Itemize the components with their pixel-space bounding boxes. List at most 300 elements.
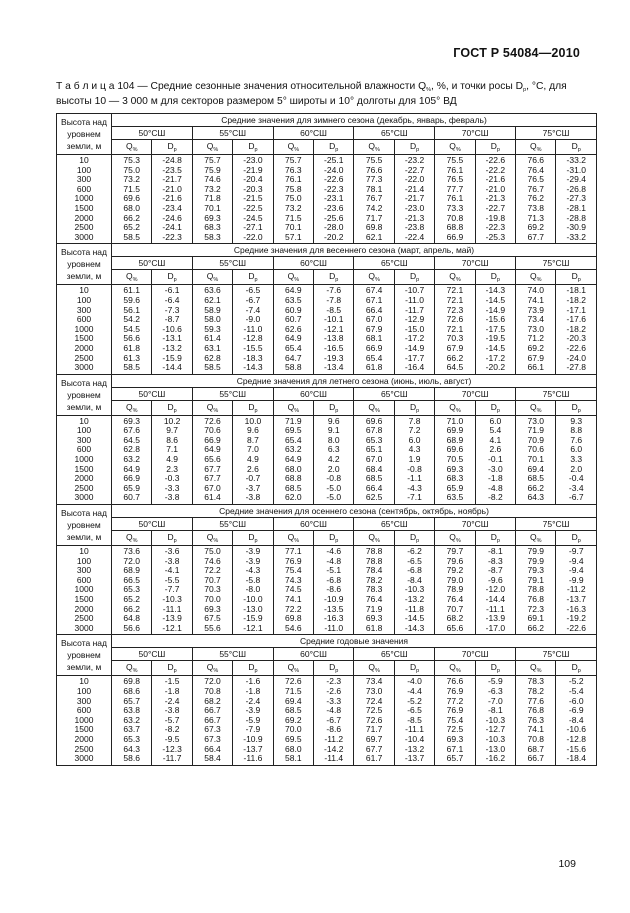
- table-cell: -22.7: [485, 202, 506, 213]
- table-cell: 64.8: [123, 613, 140, 624]
- humidity-column: [192, 155, 232, 244]
- dewpoint-column: [152, 546, 192, 635]
- dewpoint-column: [394, 285, 434, 374]
- height-value: 2500: [74, 482, 94, 493]
- table-cell: 66.4: [365, 482, 383, 493]
- latitude-header: 65°СШ: [354, 518, 435, 531]
- table-cell: -17.7: [404, 352, 425, 363]
- table-cell: -14.3: [404, 622, 425, 633]
- dewpoint-header: $D_р$: [233, 140, 273, 155]
- dewpoint-header: $D_р$: [314, 531, 354, 546]
- table-cell: 73.2: [123, 174, 140, 185]
- table-cell: 68.5: [285, 705, 302, 716]
- table-cell: 76.5: [527, 174, 545, 185]
- height-value: 2000: [74, 473, 94, 484]
- table-cell: 79.1: [527, 574, 545, 585]
- humidity-header: $Q_{\%}$: [273, 661, 313, 676]
- height-value: 10: [79, 415, 89, 426]
- table-cell: 76.9: [446, 705, 464, 716]
- humidity-header: $Q_{\%}$: [354, 531, 394, 546]
- table-cell: -4.3: [407, 482, 422, 493]
- table-cell: 64.3: [123, 743, 140, 754]
- table-cell: 68.3: [446, 473, 464, 484]
- dewpoint-header: $D_р$: [152, 400, 192, 415]
- height-value: 100: [76, 425, 92, 436]
- table-cell: -13.2: [162, 342, 182, 353]
- table-cell: 76.2: [527, 193, 545, 204]
- table-cell: 63.6: [204, 285, 221, 296]
- table-cell: 65.2: [123, 222, 140, 233]
- table-cell: 65.2: [123, 594, 140, 604]
- height-value: 1000: [74, 323, 94, 334]
- page-number: 109: [558, 858, 576, 870]
- humidity-header: $Q_{\%}$: [112, 400, 152, 415]
- table-cell: 66.7: [204, 705, 221, 716]
- table-cell: 71.0: [446, 415, 464, 426]
- dewpoint-column: [394, 155, 434, 244]
- table-cell: -14.9: [404, 342, 425, 353]
- dewpoint-column: [475, 155, 515, 244]
- table-cell: -22.0: [243, 231, 263, 242]
- table-cell: -11.0: [405, 294, 424, 305]
- latitude-header: 50°СШ: [112, 648, 193, 661]
- table-cell: -13.9: [162, 613, 182, 624]
- table-cell: 77.6: [527, 695, 545, 706]
- height-value: 3000: [74, 753, 94, 764]
- table-cell: 7.8: [408, 415, 421, 426]
- table-cell: 78.3: [527, 676, 545, 687]
- dewpoint-column: [233, 415, 273, 504]
- document-header: ГОСТ Р 54084—2010: [453, 46, 580, 60]
- table-cell: -13.8: [324, 333, 344, 344]
- height-value: 2500: [74, 743, 94, 754]
- table-cell: 71.5: [285, 212, 302, 223]
- latitude-header: 55°СШ: [192, 257, 273, 270]
- table-cell: 74.6: [204, 174, 221, 185]
- table-cell: 62.1: [365, 231, 383, 242]
- humidity-column: [112, 285, 152, 374]
- dewpoint-column: [475, 285, 515, 374]
- table-cell: -18.4: [566, 753, 586, 764]
- table-cell: -10.3: [485, 714, 506, 725]
- dewpoint-column: [152, 676, 192, 765]
- table-cell: -22.7: [404, 164, 425, 175]
- height-value: 1000: [74, 454, 94, 465]
- dewpoint-header: $D_р$: [152, 531, 192, 546]
- data-row: [57, 415, 597, 504]
- data-row: [57, 546, 597, 635]
- table-cell: -9.4: [568, 555, 584, 566]
- table-cell: 64.9: [123, 463, 140, 474]
- table-cell: 59.6: [123, 294, 140, 305]
- table-cell: 73.0: [527, 415, 545, 426]
- table-cell: -15.9: [162, 352, 182, 363]
- table-cell: -14.3: [485, 285, 506, 296]
- table-cell: 70.6: [527, 444, 545, 455]
- table-cell: 70.8: [527, 733, 545, 744]
- table-cell: -24.6: [162, 212, 182, 223]
- table-cell: 7.0: [247, 444, 259, 455]
- table-cell: -13.4: [324, 362, 344, 373]
- dewpoint-header: $D_р$: [314, 400, 354, 415]
- table-cell: 67.0: [204, 482, 221, 493]
- table-cell: 6.0: [570, 444, 583, 455]
- table-cell: -6.7: [326, 714, 342, 725]
- table-cell: -7.7: [164, 584, 180, 595]
- table-cell: 4.9: [166, 454, 179, 465]
- dewpoint-header: $D_р$: [556, 270, 597, 285]
- humidity-header: $Q_{\%}$: [112, 270, 152, 285]
- table-cell: 64.7: [285, 352, 302, 363]
- table-cell: 69.8: [123, 676, 140, 687]
- table-cell: 67.9: [365, 323, 383, 334]
- latitude-header: 70°СШ: [435, 518, 516, 531]
- height-value: 300: [76, 434, 92, 445]
- table-cell: 75.0: [204, 546, 221, 557]
- table-cell: 76.4: [446, 594, 464, 604]
- humidity-column: [516, 676, 556, 765]
- latitude-header: 50°СШ: [112, 518, 193, 531]
- table-cell: 66.2: [527, 622, 545, 633]
- height-values: [57, 676, 112, 765]
- table-cell: -33.2: [566, 231, 586, 242]
- table-cell: 65.9: [446, 482, 464, 493]
- table-cell: 71.7: [365, 212, 383, 223]
- dewpoint-column: [152, 415, 192, 504]
- table-cell: -25.3: [485, 231, 506, 242]
- table-cell: -18.2: [566, 294, 586, 305]
- table-cell: -23.5: [162, 164, 182, 175]
- table-cell: 68.2: [446, 613, 464, 624]
- table-cell: 2.6: [489, 444, 502, 455]
- table-cell: -11.8: [405, 603, 424, 614]
- table-cell: 72.3: [446, 304, 464, 315]
- table-cell: -19.2: [566, 613, 586, 624]
- table-cell: 72.2: [204, 565, 221, 576]
- table-cell: 68.7: [527, 743, 545, 754]
- table-cell: 72.6: [204, 415, 221, 426]
- table-cell: 77.7: [446, 183, 464, 194]
- latitude-header: 60°СШ: [273, 127, 354, 140]
- table-cell: 61.4: [204, 492, 221, 503]
- table-cell: -21.6: [485, 174, 506, 185]
- table-cell: 68.2: [204, 695, 221, 706]
- table-cell: -27.3: [566, 193, 586, 204]
- table-cell: -6.7: [568, 492, 584, 503]
- humidity-header: $Q_{\%}$: [435, 531, 475, 546]
- table-cell: 62.6: [285, 323, 302, 334]
- latitude-row: [57, 127, 597, 140]
- table-cell: -5.8: [245, 574, 261, 585]
- latitude-header: 70°СШ: [435, 257, 516, 270]
- table-cell: 67.5: [204, 613, 221, 624]
- height-value: 300: [76, 174, 92, 185]
- height-value: 600: [76, 444, 92, 455]
- table-cell: -12.1: [162, 622, 182, 633]
- table-cell: -21.9: [243, 164, 263, 175]
- table-cell: -11.1: [162, 603, 182, 614]
- latitude-header: 65°СШ: [354, 127, 435, 140]
- dewpoint-header: $D_р$: [233, 270, 273, 285]
- data-row: [57, 285, 597, 374]
- height-value: 1000: [74, 193, 94, 204]
- table-cell: -7.1: [407, 492, 422, 503]
- humidity-column: [112, 546, 152, 635]
- table-cell: 76.9: [446, 685, 464, 696]
- table-cell: 71.2: [527, 333, 545, 344]
- table-cell: 76.1: [446, 193, 464, 204]
- dewpoint-column: [556, 415, 597, 504]
- table-cell: 7.2: [408, 425, 421, 436]
- table-cell: 71.9: [365, 603, 383, 614]
- table-cell: 67.6: [123, 425, 140, 436]
- table-cell: 62.5: [365, 492, 383, 503]
- table-cell: -22.6: [324, 174, 344, 185]
- table-cell: 79.6: [446, 555, 464, 566]
- table-cell: 72.4: [365, 695, 383, 706]
- humidity-header: $Q_{\%}$: [354, 400, 394, 415]
- table-cell: -30.9: [566, 222, 586, 233]
- table-cell: 72.0: [123, 555, 140, 566]
- table-cell: 71.8: [204, 193, 221, 204]
- table-cell: 70.7: [204, 574, 221, 585]
- table-cell: -21.0: [162, 183, 182, 194]
- table-cell: -8.2: [164, 724, 180, 735]
- dewpoint-column: [556, 155, 597, 244]
- table-cell: 70.8: [204, 685, 221, 696]
- dewpoint-column: [556, 546, 597, 635]
- humidity-column: [192, 546, 232, 635]
- variable-row: [57, 531, 597, 546]
- table-cell: -5.0: [326, 492, 342, 503]
- table-cell: 66.2: [446, 352, 464, 363]
- table-caption: Т а б л и ц а 104 — Средние сезонные значения относительной влажности $Q_{\%}$, %, и точки росы $D_р$, °С, для высоты 10 — 3 000 м для секторов размером 5° широты и 10° долготы для 105° ВД: [56, 81, 567, 108]
- table-cell: 68.4: [365, 463, 383, 474]
- section-title: Средние значения для летнего сезона (июнь, июль, август): [112, 374, 597, 387]
- table-cell: -8.1: [488, 546, 503, 557]
- table-cell: 61.4: [204, 333, 221, 344]
- table-cell: 58.0: [204, 314, 221, 325]
- table-cell: 69.8: [285, 613, 302, 624]
- table-cell: -19.8: [485, 212, 506, 223]
- table-cell: 69.8: [365, 222, 383, 233]
- latitude-header: 65°СШ: [354, 648, 435, 661]
- table-cell: -11.7: [162, 753, 182, 764]
- table-cell: -11.0: [243, 323, 263, 334]
- humidity-column: [354, 676, 394, 765]
- table-cell: -13.2: [404, 743, 425, 754]
- table-cell: 54.6: [285, 622, 302, 633]
- dewpoint-header: $D_р$: [394, 400, 434, 415]
- table-cell: 73.4: [527, 314, 545, 325]
- table-cell: 69.3: [204, 212, 221, 223]
- table-cell: -14.3: [243, 362, 263, 373]
- table-cell: 70.1: [285, 222, 302, 233]
- table-cell: 77.1: [285, 546, 302, 557]
- dewpoint-column: [394, 676, 434, 765]
- table-cell: 64.9: [285, 333, 302, 344]
- table-cell: 60.7: [285, 314, 302, 325]
- height-value: 1500: [74, 594, 94, 604]
- table-cell: 73.8: [527, 202, 545, 213]
- table-cell: -21.3: [485, 193, 506, 204]
- table-cell: -19.5: [485, 333, 506, 344]
- table-cell: 63.5: [285, 294, 302, 305]
- table-cell: -11.2: [324, 733, 344, 744]
- table-cell: 72.3: [527, 603, 545, 614]
- height-value: 1500: [74, 463, 94, 474]
- table-cell: -16.2: [485, 753, 506, 764]
- table-cell: -3.8: [164, 555, 180, 566]
- table-cell: -6.2: [407, 546, 422, 557]
- table-cell: -17.0: [485, 622, 506, 633]
- table-cell: 69.6: [123, 193, 140, 204]
- table-cell: -9.9: [568, 574, 584, 585]
- table-cell: 69.6: [446, 444, 464, 455]
- table-cell: 66.2: [123, 212, 140, 223]
- table-cell: -5.7: [164, 714, 180, 725]
- table-cell: -6.5: [245, 285, 261, 296]
- height-value: 100: [76, 555, 92, 566]
- latitude-header: 50°СШ: [112, 387, 193, 400]
- latitude-header: 75°СШ: [516, 387, 597, 400]
- table-cell: -10.6: [566, 724, 586, 735]
- table-cell: -12.3: [162, 743, 182, 754]
- table-cell: 65.4: [285, 434, 302, 445]
- table-cell: 75.0: [123, 164, 140, 175]
- table-cell: 73.2: [285, 202, 302, 213]
- table-cell: -33.2: [566, 155, 586, 165]
- table-cell: -28.8: [566, 212, 586, 223]
- table-cell: -22.6: [566, 622, 586, 633]
- table-cell: -7.3: [164, 304, 180, 315]
- table-cell: 70.9: [527, 434, 545, 445]
- table-cell: -10.3: [404, 584, 425, 595]
- dewpoint-column: [394, 415, 434, 504]
- table-cell: 8.0: [327, 434, 340, 445]
- table-cell: -12.9: [404, 314, 425, 325]
- table-cell: 74.1: [527, 294, 545, 305]
- height-values: [57, 546, 112, 635]
- table-cell: -5.9: [245, 714, 261, 725]
- table-cell: -1.8: [164, 685, 180, 696]
- variable-row: [57, 400, 597, 415]
- table-cell: -31.0: [566, 164, 586, 175]
- table-cell: -16.5: [324, 342, 344, 353]
- table-cell: -21.5: [243, 193, 263, 204]
- table-cell: -2.6: [326, 685, 342, 696]
- humidity-column: [273, 285, 313, 374]
- table-cell: 72.0: [204, 676, 221, 687]
- table-cell: 75.5: [365, 155, 383, 165]
- table-cell: 4.3: [408, 444, 421, 455]
- table-cell: -22.4: [404, 231, 425, 242]
- table-cell: -1.6: [245, 676, 261, 687]
- table-cell: -10.0: [243, 594, 263, 604]
- table-cell: -6.5: [407, 555, 422, 566]
- table-cell: 70.0: [285, 724, 302, 735]
- table-cell: 63.5: [446, 492, 464, 503]
- table-cell: 71.9: [527, 425, 545, 436]
- table-cell: -17.5: [485, 323, 506, 334]
- humidity-column: [516, 285, 556, 374]
- table-cell: 9.3: [570, 415, 583, 426]
- table-cell: 58.8: [285, 362, 302, 373]
- table-cell: -15.6: [485, 314, 506, 325]
- table-cell: -4.8: [326, 555, 342, 566]
- table-cell: -4.8: [488, 482, 503, 493]
- table-cell: -12.1: [324, 323, 344, 334]
- table-cell: -24.0: [324, 164, 344, 175]
- section-title: Средние годовые значения: [112, 635, 597, 648]
- dewpoint-column: [314, 546, 354, 635]
- table-cell: 66.7: [527, 753, 545, 764]
- table-cell: 63.2: [123, 714, 140, 725]
- table-cell: 65.3: [365, 434, 383, 445]
- table-cell: 65.7: [123, 695, 140, 706]
- table-cell: 76.7: [527, 183, 545, 194]
- section-title-row: [57, 374, 597, 387]
- table-cell: -6.9: [568, 705, 584, 716]
- table-cell: -6.1: [164, 285, 180, 296]
- dewpoint-header: $D_р$: [394, 140, 434, 155]
- table-cell: -12.8: [566, 733, 586, 744]
- table-cell: 72.6: [285, 676, 302, 687]
- table-cell: 70.0: [204, 594, 221, 604]
- height-value: 1000: [74, 584, 94, 595]
- humidity-column: [435, 285, 475, 374]
- table-cell: 57.1: [285, 231, 302, 242]
- table-cell: 59.3: [204, 323, 221, 334]
- humidity-header: $Q_{\%}$: [112, 140, 152, 155]
- table-cell: 76.8: [527, 705, 545, 716]
- table-cell: 62.8: [123, 444, 140, 455]
- table-cell: 76.1: [285, 174, 302, 185]
- table-cell: 63.7: [123, 724, 140, 735]
- dewpoint-header: $D_р$: [314, 140, 354, 155]
- table-cell: -3.6: [164, 546, 180, 557]
- table-cell: -22.3: [485, 222, 506, 233]
- humidity-header: $Q_{\%}$: [435, 140, 475, 155]
- table-cell: -8.6: [326, 724, 342, 735]
- dewpoint-column: [314, 285, 354, 374]
- height-value: 600: [76, 183, 92, 194]
- table-cell: 64.3: [527, 492, 545, 503]
- table-cell: 76.1: [446, 164, 464, 175]
- table-cell: 74.0: [527, 285, 545, 296]
- table-cell: -3.8: [245, 492, 261, 503]
- dewpoint-header: $D_р$: [475, 400, 515, 415]
- table-cell: -13.1: [162, 333, 182, 344]
- table-cell: 70.8: [446, 212, 464, 223]
- height-value: 600: [76, 705, 92, 716]
- table-cell: -7.0: [488, 695, 503, 706]
- table-cell: -14.5: [485, 294, 506, 305]
- table-cell: 69.3: [365, 613, 383, 624]
- table-cell: 70.3: [446, 333, 464, 344]
- table-cell: 74.6: [204, 555, 221, 566]
- height-value: 10: [79, 285, 89, 296]
- table-cell: 66.9: [365, 342, 383, 353]
- table-cell: 64.5: [123, 434, 140, 445]
- table-cell: 2.0: [327, 463, 340, 474]
- humidity-column: [354, 285, 394, 374]
- table-cell: -3.0: [488, 463, 503, 474]
- table-cell: -7.6: [326, 285, 342, 296]
- table-cell: -10.7: [404, 285, 425, 296]
- height-value: 1500: [74, 333, 94, 344]
- table-cell: 76.6: [365, 164, 383, 175]
